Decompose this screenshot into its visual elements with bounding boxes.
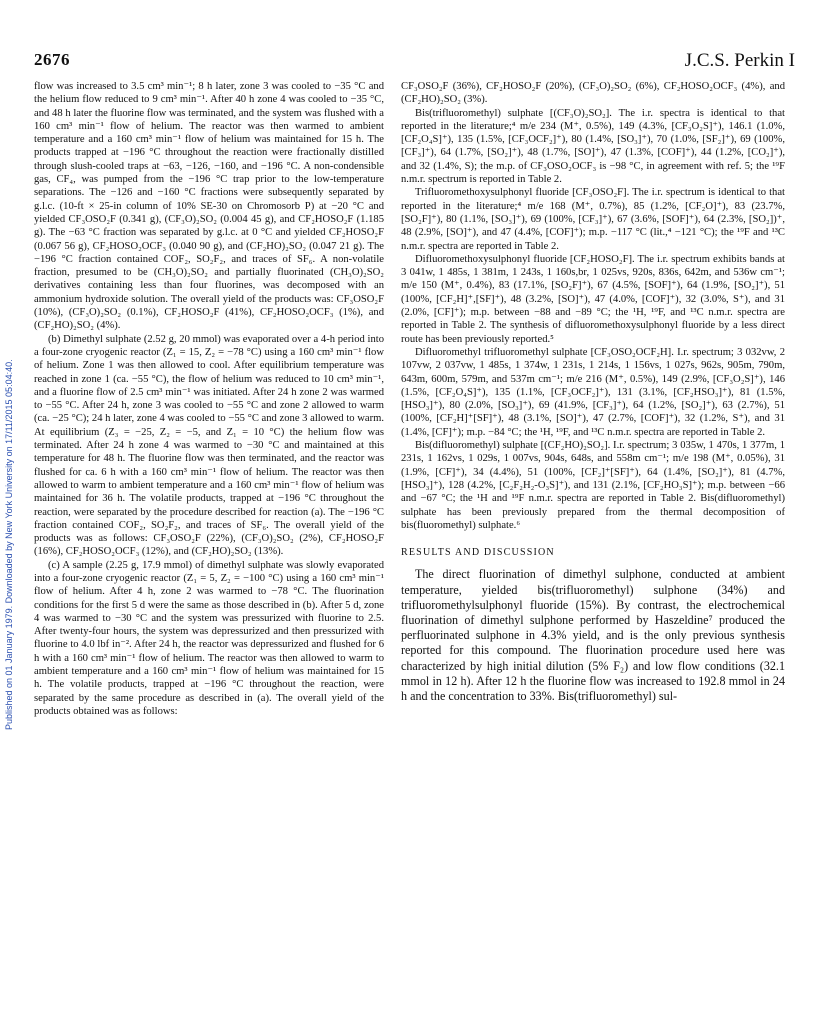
paragraph-difluoromethyl-trifluoromethyl-sulphate: Difluoromethyl trifluoromethyl sulphate [CF₃OSO₂OCF₂H]. I.r. spectrum; 3 032vw, 2 107vw, 2 037vw, 1 485s, 1 374w, 1 231s, 1 214s, 1 156vs, 1 027s, 962s, 905m, 790m, 643m, 600m, 579m, and 537m cm⁻¹; m/e 216 (M⁺, 0.5%), 149 (2.9%, [CF₃O₂S]⁺), 146 (1.5%, [CF₂O₄S]⁺), 135 (1.1%, [CF₃OCF₂]⁺), 131 (3.1%, [CF₂HSO₃]⁺), 81 (1.5%, [HSO₃]⁺), 80 (2.0%, [SO₃]⁺), 69 (41.9%, [CF₃]⁺), 64 (1.2%, [SO₂]⁺), 63 (2.7%), 51 (100%, [CF₂H]⁺[SF]⁺), 48 (3.1%, [SO]⁺), 47 (2.7%, [COF]⁺), 32 (1.2%, S⁺), and 31 (1.4%, [CF]⁺); m.p. −84 °C; the ¹H, ¹⁹F, and ¹³C n.m.r. spectra are reported in Table 2. xyxy=(401,346,785,438)
paragraph-bis-difluoromethyl-sulphate: Bis(difluoromethyl) sulphate [(CF₂HO)₂SO₂]. I.r. spectrum; 3 035w, 1 470s, 1 377m, 1 231s, 1 162vs, 1 029s, 1 007vs, 904s, 648s, and 558m cm⁻¹; m/e 198 (M⁺, 0.05%), 31 (1.9%, [CF]⁺), 34 (4.4%), 51 (100%, [CF₂]⁺[SF]⁺), 64 (1.4%, [SO₂]⁺), 81 (4.7%, [HSO₃]⁺), 128 (4.2%, [C₂F₂H₂-O₃S]⁺), and 131 (2.1%, [CF₂HO₃S]⁺); m.p. between −66 and −67 °C; the ¹H and ¹⁹F n.m.r. spectra are reported in Table 2. Bis(difluoromethyl) sulphate has been previously prepared from the thermal decomposition of bis(fluoromethyl) sulphate.⁶ xyxy=(401,440,785,531)
paragraph-continued: flow was increased to 3.5 cm³ min⁻¹; 8 h later, zone 3 was cooled to −35 °C and the helium flow reduced to 9 cm³ min⁻¹. After 40 h zone 4 was cooled to −35 °C, and 48 h later the fluorine flow was terminated, and the system was flushed with a 160 cm³ min⁻¹ flow of helium. The reactor was then warmed to ambient temperature and a 160 cm³ min⁻¹ flow of helium was maintained for 15 h. The products trapped at −196 °C throughout the reaction were fractionally distilled through slush-cooled traps at −63, −126, −160, and −196 °C. A non-condensible gas, CF₄, was pumped from the −196 °C trap prior to the low-temperature separations. The −126 and −160 °C fractions were subsequently separated by g.l.c. (10-ft × 25-in column of 10% SE-30 on Chromosorb P) at −20 °C and yielded CF₃OSO₂F (0.341 g), (CF₃O)₂SO₂ (0.004 45 g), and CF₂HOSO₂F (1.185 g). The −63 °C fraction was separated by g.l.c. at 0 °C and yielded CF₂HOSO₂F (0.067 56 g), CF₂HOSO₂OCF₃ (0.040 90 g), and (CF₂HO)₂SO₂ (0.047 21 g). The −196 °C fraction contained COF₂, SO₂F₂, and traces of SF₆. A non-volatile fraction, presumed to be (CH₃O)₂SO₂ and partially fluorinated (CH₃O)₂SO₂ derivatives containing less than four fluorines, was decomposed with an ammonium hydroxide solution. The overall yield of the products was: CF₃OSO₂F (10%), (CF₃O)₂SO₂ (0.1%), CF₂HOSO₂F (41%), CF₂HOSO₂OCF₃ (1%), and (CF₂HO)₂SO₂ (4%). xyxy=(34,81,384,332)
paragraph-discussion: The direct fluorination of dimethyl sulphone, conducted at ambient temperature, yielded bis(trifluoromethyl) sulphone (34%) and trifluoromethylsulphonyl fluoride (15%). By contrast, the electrochemical fluorination of dimethyl sulphone performed by Haszeldine⁷ produced the perfluorinated sulphone in 4.3% yield, and is the only previous synthesis reported for this compound. The fluorination procedure used here was characterized by high initial dilution (5% F₂) and low flow conditions (32.1 mmol in 12 h). After 12 h the fluorine flow was increased to 192.8 mmol in 24 h and the concentration to 33%. Bis(trifluoromethyl) sul- xyxy=(401,567,785,704)
paragraph-yields: CF₃OSO₂F (36%), CF₂HOSO₂F (20%), (CF₃O)₂SO₂ (6%), CF₂HOSO₂OCF₃ (4%), and (CF₂HO)₂SO₂ (3%). xyxy=(401,81,785,106)
page-number: 2676 xyxy=(34,50,70,69)
right-column xyxy=(401,80,785,704)
paragraph-difluoromethoxysulphonyl-fluoride: Difluoromethoxysulphonyl fluoride [CF₂HOSO₂F]. The i.r. spectrum exhibits bands at 3 041w, 1 485s, 1 381m, 1 243s, 1 160s,br, 1 025vs, 920s, 836s, 642m, and 536w cm⁻¹; m/e 150 (M⁺, 0.4%), 83 (17.1%, [SO₂F]⁺), 67 (4.5%, [SOF]⁺), 64 (1.9%, [SO₂]⁺), 51 (100%, [CF₂H]⁺,[SF]⁺), 48 (3.2%, [SO]⁺), 47 (4.0%, [COF]⁺), 32 (3.0%, S⁺), and 31 (2.0%, [CF]⁺); m.p. between −88 and −89 °C; the ¹H, ¹⁹F, and ¹³C n.m.r. spectra are reported in Table 2. The synthesis of difluoromethoxysulphonyl fluoride by a less direct route has been previously reported.⁵ xyxy=(401,253,785,345)
section-heading: RESULTS AND DISCUSSION xyxy=(401,547,555,559)
paragraph-procedure-c: (c) A sample (2.25 g, 17.9 mmol) of dimethyl sulphate was slowly evaporated into a four-zone cryogenic reactor (Z₁ = 5, Z₂ = −100 °C) using a 160 cm³ min⁻¹ flow of helium. After 4 h, zone 2 was warmed to −78 °C. The fluorination conditions for the first 5 d were the same as those described in (b). After 5 d, zone 4 was warmed to −30 °C and the system was pressurized with fluorine to 2.5. After twenty-four hours, the system was depressurized and then pressurized with fluorine to 4.0 lbf in⁻². After 24 h, the reactor was depressurized and flushed for 6 h with a 160 cm³ min⁻¹ flow of helium. The reactor was then allowed to warm to ambient temperature and a 160 cm³ min⁻¹ flow of helium was maintained for 15 h. The volatile products, trapped at −196 °C throughout the reaction, were separated by the same procedure as described in (a). The overall yield of the products obtained was as follows: xyxy=(34,559,384,717)
paragraph-bis-trifluoromethyl-sulphate: Bis(trifluoromethyl) sulphate [(CF₃O)₂SO₂]. The i.r. spectra is identical to that reported in the literature;⁴ m/e 234 (M⁺, 0.5%), 149 (4.3%, [CF₃O₂S]⁺), 146.1 (1.0%, [CF₂O₄S]⁺), 135 (1.5%, [CF₃OCF₂]⁺), 80 (1.4%, [SO₃]⁺), 70 (1.0%, [SF₂]⁺), 69 (100%, [CF₃]⁺), 64 (1.7%, [SO₂]⁺), 48 (1.7%, [SO]⁺), 47 (1.3%, [COF]⁺), 44 (1.2%, [CO₂]⁺), and 32 (1.4%, S); the m.p. of CF₃OSO₂OCF₃ is −98 °C, in agreement with ref. 5; the ¹⁹F n.m.r. spectrum is reported in Table 2. xyxy=(401,107,785,186)
left-column xyxy=(34,80,384,718)
publication-side-note: Published on 01 January 1979. Downloaded by New York University on 17/11/2015 05:04:40. xyxy=(4,359,14,730)
journal-title: J.C.S. Perkin I xyxy=(684,50,795,71)
paragraph-trifluoromethoxysulphonyl-fluoride: Trifluoromethoxysulphonyl fluoride [CF₃OSO₂F]. The i.r. spectrum is identical to that reported in the literature;⁴ m/e 168 (M⁺, 0.7%), 85 (1.2%, [CF₂O]⁺), 83 (23.7%, [SO₂F]⁺), 80 (1.1%, [SO₃]⁺), 69 (100%, [CF₃]⁺), 67 (3.6%, [SOF]⁺), 64 (2.3%, [SO₂])⁺, 48 (2.9%, [SO]⁺), and 47 (4.4%, [COF]⁺); m.p. −117 °C (lit.,⁴ −121 °C); the ¹⁹F and ¹³C n.m.r. spectra are reported in Table 2. xyxy=(401,187,785,252)
paragraph-procedure-b: (b) Dimethyl sulphate (2.52 g, 20 mmol) was evaporated over a 4-h period into a four-zone cryogenic reactor (Z₁ = 15, Z₂ = −78 °C) using a 160 cm³ min⁻¹ flow of helium. Zone 1 was then allowed to cool. After equilibrium temperature was reached in zone 1 (ca. −55 °C), the flow of helium was reduced to 10 cm³ min⁻¹, and a fluorine flow of 2.5 cm³ min⁻¹ was initiated. After 24 h zone 2 was warmed to −55 °C. After 24 h, zone 3 was cooled to −55 °C and zone 2 allowed to warm (ca. −25 °C); 24 h later, zone 4 was cooled to −55 °C and zone 3 allowed to warm. At equilibrium (Z₃ = −25, Z₂ = −5, and Z₁ = 10 °C) the helium flow was terminated. After 24 h zone 4 was warmed to −30 °C and maintained at this temperature for 48 h. The fluorine flow was then terminated, and the reactor was flushed for ca. 6 h with a 160 cm³ min⁻¹ flow of helium. The reactor was then allowed to warm to ambient temperature and a 160 cm³ min⁻¹ flow of helium was maintained for 36 h. The volatile products, trapped at −196 °C throughout the reaction, were separated by the procedure described for reaction (a). The −196 °C fraction contained COF₂, SO₂F₂, and traces of SF₆. The overall yield of the products was as follows: CF₃OSO₂F (22%), (CF₃O)₂SO₂ (2%), CF₂HOSO₂F (16%), CF₂HOSO₂OCF₃ (12%), and (CF₂HO)₂SO₂ (13%). xyxy=(34,333,384,558)
